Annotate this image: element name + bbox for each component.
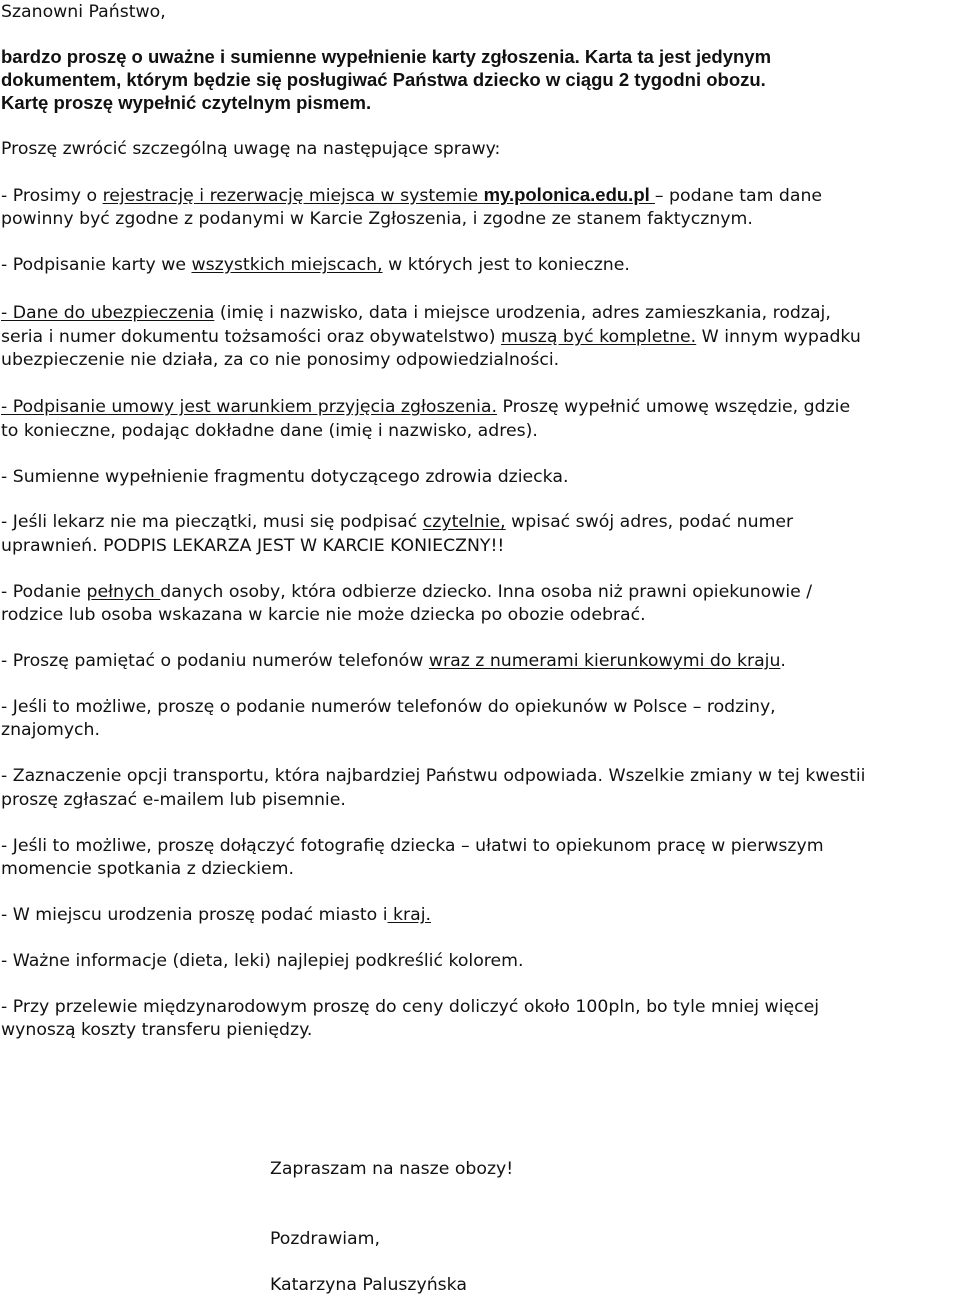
item-info: - Ważne informacje (dieta, leki) najlepiej podkreślić kolorem.	[1, 951, 524, 971]
item-poland-line-2: znajomych.	[1, 720, 100, 740]
registration-system-link: rejestrację i rezerwację miejsca w systemie	[102, 186, 484, 206]
item-contract-line-1: - Podpisanie umowy jest warunkiem przyjęcia zgłoszenia. Proszę wypełnić umowę wszędzie, gdzie	[1, 397, 851, 417]
item-doctor-line-1: - Jeśli lekarz nie ma pieczątki, musi się podpisać czytelnie, wpisać swój adres, podać numer	[1, 512, 794, 532]
attention-heading: Proszę zwrócić szczególną uwagę na następujące sprawy:	[1, 139, 501, 159]
item-photo-line-2: momencie spotkania z dzieckiem.	[1, 859, 295, 879]
item-registration-line-2: powinny być zgodne z podanymi w Karcie Zgłoszenia, i zgodne ze stanem faktycznym.	[1, 209, 753, 229]
signature: Katarzyna Paluszyńska	[270, 1275, 467, 1295]
item-insurance-line-1: - Dane do ubezpieczenia (imię i nazwisko, data i miejsce urodzenia, adres zamieszkania, rodzaj,	[1, 303, 831, 323]
item-photo-line-1: - Jeśli to możliwe, proszę dołączyć fotografię dziecka – ułatwi to opiekunom pracę w pierwszym	[1, 836, 824, 856]
item-phones: - Proszę pamiętać o podaniu numerów telefonów wraz z numerami kierunkowymi do kraju.	[1, 651, 786, 671]
intro-line-1: bardzo proszę o uważne i sumienne wypełnienie karty zgłoszenia. Karta ta jest jedynym	[1, 46, 772, 67]
closing-invite: Zapraszam na nasze obozy!	[270, 1159, 514, 1179]
intro-line-3: Kartę proszę wypełnić czytelnym pismem.	[1, 92, 372, 113]
regards: Pozdrawiam,	[270, 1229, 380, 1249]
item-signing: - Podpisanie karty we wszystkich miejscach, w których jest to konieczne.	[1, 255, 630, 275]
item-transfer-line-2: wynoszą koszty transferu pieniędzy.	[1, 1020, 313, 1040]
item-poland-line-1: - Jeśli to możliwe, proszę o podanie numerów telefonów do opiekunów w Polsce – rodziny,	[1, 697, 776, 717]
item-contract-line-2: to konieczne, podając dokładne dane (imię i nazwisko, adres).	[1, 421, 538, 441]
item-insurance-line-2: seria i numer dokumentu tożsamości oraz obywatelstwo) muszą być kompletne. W innym wypadku	[1, 327, 861, 347]
item-birthplace: - W miejscu urodzenia proszę podać miasto i kraj.	[1, 905, 432, 925]
polonica-url[interactable]: my.polonica.edu.pl	[483, 184, 655, 205]
greeting: Szanowni Państwo,	[1, 2, 166, 22]
item-transport-line-2: proszę zgłaszać e-mailem lub pisemnie.	[1, 790, 346, 810]
item-registration-line-1: - Prosimy o rejestrację i rezerwację miejsca w systemie my.polonica.edu.pl – podane tam dane	[1, 184, 823, 206]
item-pickup-line-2: rodzice lub osoba wskazana w karcie nie może dziecka po obozie odebrać.	[1, 605, 646, 625]
item-transport-line-1: - Zaznaczenie opcji transportu, która najbardziej Państwu odpowiada. Wszelkie zmiany w tej kwestii	[1, 766, 866, 786]
item-pickup-line-1: - Podanie pełnych danych osoby, która odbierze dziecko. Inna osoba niż prawni opiekunowie /	[1, 582, 813, 602]
item-insurance-line-3: ubezpieczenie nie działa, za co nie ponosimy odpowiedzialności.	[1, 350, 560, 370]
item-transfer-line-1: - Przy przelewie międzynarodowym proszę do ceny doliczyć około 100pln, bo tyle mniej więcej	[1, 997, 820, 1017]
item-doctor-line-2: uprawnień. PODPIS LEKARZA JEST W KARCIE KONIECZNY!!	[1, 536, 505, 556]
item-health: - Sumienne wypełnienie fragmentu dotyczącego zdrowia dziecka.	[1, 467, 569, 487]
intro-line-2: dokumentem, którym będzie się posługiwać Państwa dziecko w ciągu 2 tygodni obozu.	[1, 69, 766, 90]
